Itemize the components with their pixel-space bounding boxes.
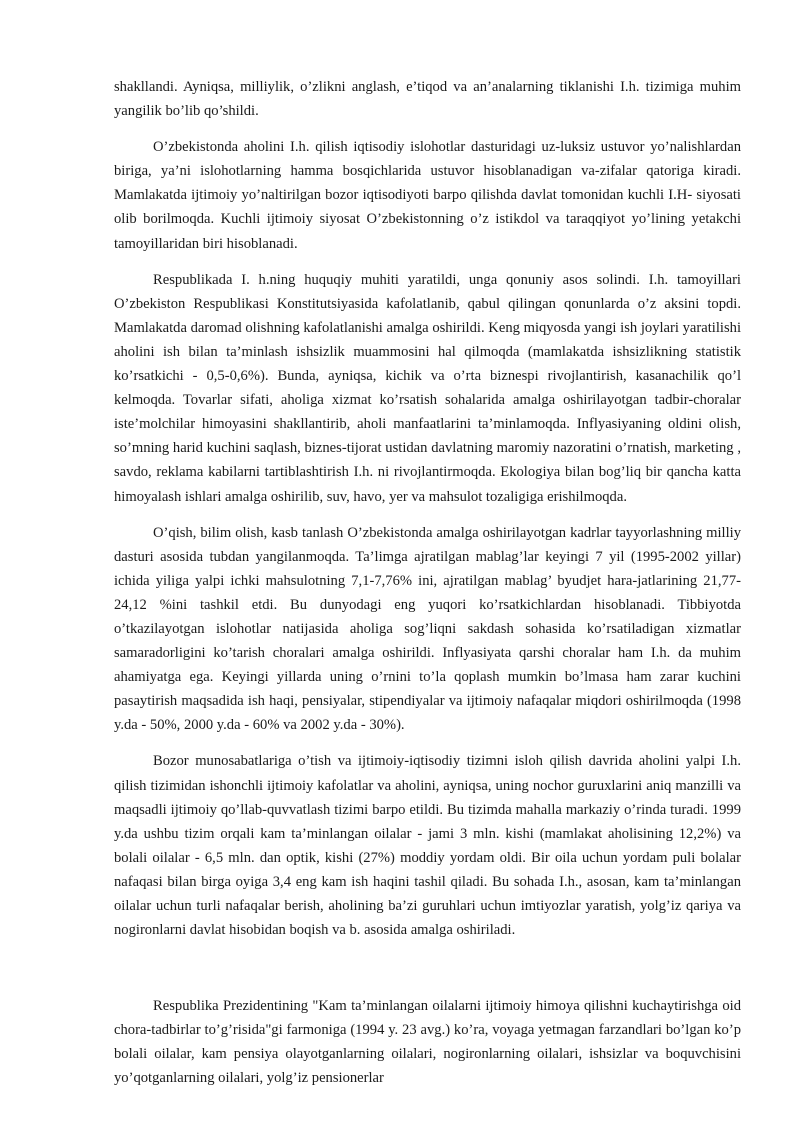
- paragraph-3: Respublikada I. h.ning huquqiy muhiti yaratildi, unga qonuniy asos solindi. I.h. tamoyillari O’zbekiston Respublikasi Konstitutsiyasida kafolatlanib, qabul qilingan qonunlarda o’z aksini topdi. Mamlakatda daromad olishning kafolatlanishi amalga oshirildi. Keng miqyosda yangi ish joylari yaratilishi aholini ish bilan ta’minlash ishsizlik muammosini hal qilmoqda (mamlakatda ishsizlikning statistik ko’rsatkichi - 0,5-0,6%). Bunda, ayniqsa, kichik va o’rta biznespi rivojlantirish, kasanachilik qo’l kelmoqda. Tovarlar sifati, aholiga xizmat ko’rsatish sohalarida amalga oshirilayotgan tadbir-choralar iste’molchilar himoyasini shakllantirib, aholi manfaatlarini ta’minlamoqda. Inflyasiyaning oldini olish, so’mning harid kuchini saqlash, biznes-tijorat ustidan davlatning maromiy nazoratini o’rnatish, marketing , savdo, reklama kabilarni tartiblashtirish I.h. ni rivojlantirmoqda. Ekologiya bilan bog’liq bir qancha katta himoyalash ishlari amalga oshirilib, suv, havo, yer va mahsulot tozaligiga erishilmoqda.: [114, 271, 741, 505]
- paragraph-4: O’qish, bilim olish, kasb tanlash O’zbekistonda amalga oshirilayotgan kadrlar tayyorlashning milliy dasturi asosida tubdan yangilanmoqda. Ta’limga ajratilgan mablag’lar keyingi 7 yil (1995-2002 yillar) ichida yiliga yalpi ichki mahsulotning 7,1-7,76% ini, ajratilgan mablag’ byudjet hara-jatlarining 21,77-24,12 %ini tashkil etdi. Bu dunyodagi eng yuqori ko’rsatkichlardan hisoblanadi. Tibbiyotda o’tkazilayotgan islohotlar natijasida aholiga sog’liqni sakdash sohasida ko’rsatiladigan xizmatlar samaradorligini ko’tarish choralari amalga oshirildi. Inflyasiyata qarshi choralar ham I.h. da muhim ahamiyatga ega. Keyingi yillarda uning o’rnini to’la qoplash mumkin bo’lmasa ham zarar kuchini pasaytirish maqsadida ish haqi, pensiyalar, stipendiyalar va ijtimoiy nafaqalar miqdori oshirilmoqda (1998 y.da - 50%, 2000 y.da - 60% va 2002 y.da - 30%).: [114, 524, 741, 734]
- document-page: [114, 75, 741, 1103]
- paragraph-5: Bozor munosabatlariga o’tish va ijtimoiy-iqtisodiy tizimni isloh qilish davrida aholini yalpi I.h. qilish tizimidan ishonchli ijtimoiy kafolatlar va aholini, ayniqsa, uning nochor guruxlarini aniq manzilli va maqsadli ijtimoiy qo’llab-quvvatlash tizimi barpo etildi. Bu tizimda mahalla markaziy o’rinda turadi. 1999 y.da ushbu tizim orqali kam ta’minlangan oilalar - jami 3 mln. kishi (mamlakat aholisining 12,2%) va bolali oilalar - 6,5 mln. dan optik, kishi (27%) moddiy yordam oldi. Bir oila uchun yordam puli bolalar nafaqasi bilan birga oyiga 3,4 eng kam ish haqini tashil qiladi. Bu sohada I.h., asosan, kam ta’minlangan oilalar uchun turli nafaqalar berish, aholining ba’zi guruhlari uchun imtiyozlar yaratish, yolg’iz qariya va nogironlarni davlat hisobidan boqish va b. asosida amalga oshiriladi.: [114, 753, 741, 939]
- paragraph-6: Respublika Prezidentining "Kam ta’minlangan oilalarni ijtimoiy himoya qilishni kuchaytirishga oid chora-tadbirlar to’g’risida"gi farmoniga (1994 y. 23 avg.) ko’ra, voyaga yetmagan farzandlari bo’lgan ko’p bolali oilalar, kam pensiya olayotganlarning oilalari, nogironlarning oilalari, ishsizlar va boquvchisini yo’qotganlarning oilalari, yolg’iz pensionerlar: [114, 998, 741, 1087]
- paragraph-2: O’zbekistonda aholini I.h. qilish iqtisodiy islohotlar dasturidagi uz-luksiz ustuvor yo’nalishlardan biriga, ya’ni islohotlarning hamma bosqichlarida ustuvor hisoblanadigan va-zifalar qatoriga kiradi. Mamlakatda ijtimoiy yo’naltirilgan bozor iqtisodiyoti barpo qilishda davlat tomonidan kuchli I.H- siyosati olib borilmoqda. Kuchli ijtimoiy siyosat O’zbekistonning o’z istikdol va taraqqiyot yo’lining yetakchi tamoyillaridan biri hisoblanadi.: [114, 139, 741, 252]
- paragraph-1: shakllandi. Ayniqsa, milliylik, o’zlikni anglash, e’tiqod va an’analarning tiklanishi I.h. tizimiga muhim yangilik bo’lib qo’shildi.: [114, 79, 741, 120]
